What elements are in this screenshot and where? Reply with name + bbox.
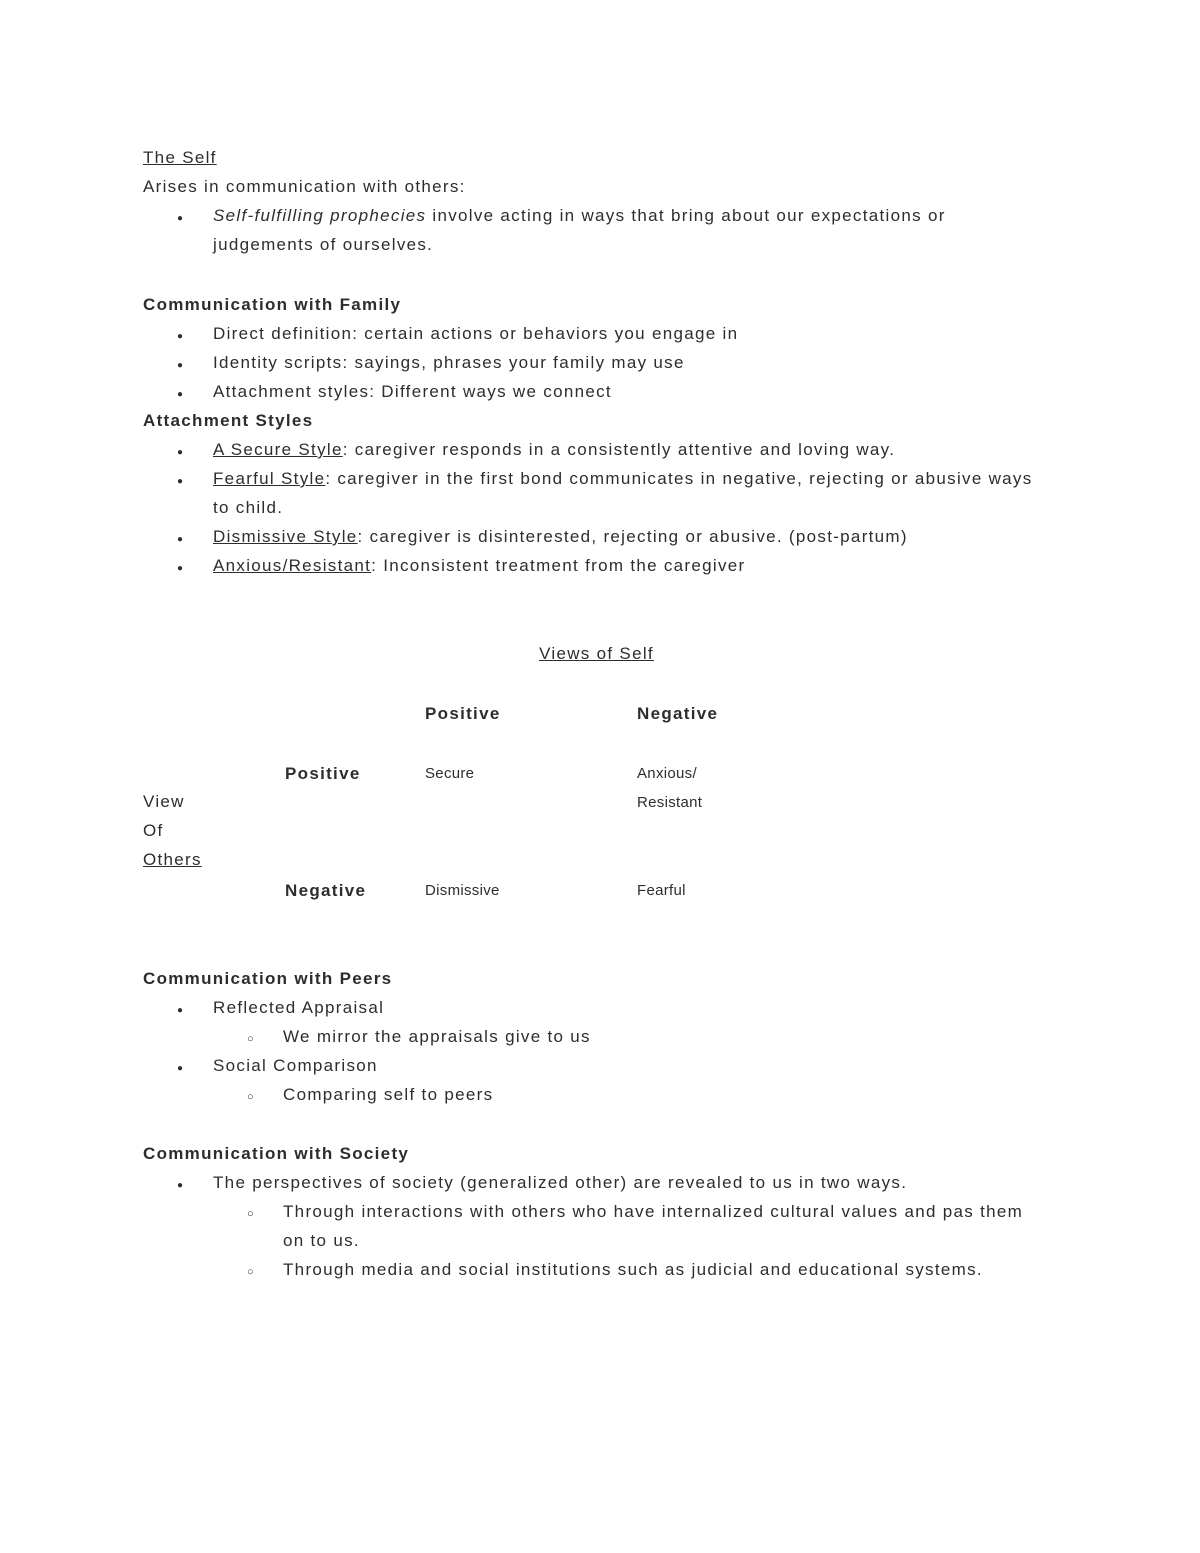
- attachment-term: Anxious/Resistant: [213, 556, 372, 575]
- peers-list: [143, 993, 1050, 1022]
- the-self-list: [143, 201, 1050, 259]
- the-self-subtitle: Arises in communication with others:: [143, 177, 466, 196]
- bullet-icon: [177, 377, 184, 409]
- list-item: [143, 377, 1050, 406]
- attachment-list: [143, 435, 1050, 580]
- matrix-col-header-negative: Negative: [637, 704, 719, 723]
- matrix-cell-secure: Secure: [425, 765, 475, 782]
- bullet-icon: [177, 464, 184, 496]
- matrix-row-axis-label: [143, 759, 285, 905]
- bullet-icon: [247, 1080, 255, 1112]
- family-bullet: Direct definition: certain actions or behaviors you engage in: [213, 324, 739, 343]
- matrix-cell-line: Anxious/: [637, 765, 697, 782]
- bullet-icon: [177, 551, 184, 583]
- list-item: [143, 1051, 1050, 1080]
- matrix-row-header-negative: Negative: [285, 881, 367, 900]
- attachment-definition: : caregiver in the first bond communicates in negative, rejecting or abusive ways to child.: [213, 469, 1033, 517]
- list-item: [143, 435, 1050, 464]
- views-of-self-matrix: [143, 699, 1050, 905]
- views-of-self-title: [143, 639, 1050, 668]
- society-sub-bullet: Through interactions with others who have internalized cultural values and pas them on to us.: [283, 1202, 1024, 1250]
- self-fulfilling-lead: Self-fulfilling prophecies: [213, 206, 427, 225]
- matrix-cell-anxious-resistant: [637, 759, 1050, 876]
- attachment-definition: : Inconsistent treatment from the caregiver: [371, 556, 746, 575]
- section-heading-attachment: Attachment Styles: [143, 411, 314, 430]
- list-item: [143, 464, 1050, 522]
- bullet-icon: [177, 522, 184, 554]
- society-sublist: [143, 1197, 1050, 1284]
- bullet-icon: [177, 201, 184, 233]
- matrix-col-header-positive: Positive: [425, 704, 501, 723]
- matrix-row-header-positive: Positive: [285, 764, 361, 783]
- axis-word-view: View: [143, 792, 185, 811]
- list-item: [143, 319, 1050, 348]
- section-heading-peers: Communication with Peers: [143, 969, 393, 988]
- society-list: [143, 1168, 1050, 1197]
- attachment-definition: : caregiver responds in a consistently attentive and loving way.: [342, 440, 896, 459]
- bullet-icon: [177, 1051, 184, 1083]
- list-item: [143, 1168, 1050, 1197]
- bullet-icon: [177, 993, 184, 1025]
- peers-sub-bullet: We mirror the appraisals give to us: [283, 1027, 591, 1046]
- list-item: [143, 522, 1050, 551]
- matrix-cell-fearful: Fearful: [637, 882, 686, 899]
- peers-bullet: Social Comparison: [213, 1056, 378, 1075]
- society-sub-bullet: Through media and social institutions such as judicial and educational systems.: [283, 1260, 983, 1279]
- list-item: [143, 993, 1050, 1022]
- peers-list: [143, 1051, 1050, 1080]
- list-item: [143, 551, 1050, 580]
- bullet-icon: [177, 1168, 184, 1200]
- list-item: [143, 1080, 1050, 1109]
- peers-bullet: Reflected Appraisal: [213, 998, 385, 1017]
- family-bullet: Identity scripts: sayings, phrases your family may use: [213, 353, 685, 372]
- family-list: [143, 319, 1050, 406]
- bullet-icon: [177, 348, 184, 380]
- attachment-definition: : caregiver is disinterested, rejecting or abusive. (post-partum): [357, 527, 908, 546]
- bullet-icon: [177, 435, 184, 467]
- peers-sublist: [143, 1080, 1050, 1109]
- matrix-cell-dismissive: Dismissive: [425, 882, 500, 899]
- list-item: [143, 1197, 1050, 1255]
- list-item: [143, 1255, 1050, 1284]
- bullet-icon: [247, 1197, 255, 1229]
- family-bullet: Attachment styles: Different ways we connect: [213, 382, 612, 401]
- society-bullet: The perspectives of society (generalized other) are revealed to us in two ways.: [213, 1173, 908, 1192]
- bullet-icon: [247, 1255, 255, 1287]
- list-item: [143, 201, 1050, 259]
- section-title-the-self: The Self: [143, 148, 217, 167]
- list-item: [143, 348, 1050, 377]
- axis-word-of: Of: [143, 821, 164, 840]
- section-heading-family: Communication with Family: [143, 295, 402, 314]
- peers-sub-bullet: Comparing self to peers: [283, 1085, 494, 1104]
- attachment-term: A Secure Style: [213, 440, 343, 459]
- views-of-self-title-text: Views of Self: [539, 644, 654, 663]
- self-fulfilling-rest: involve acting in ways that bring about our expectations or judgements of ourselves.: [213, 206, 946, 254]
- bullet-icon: [177, 319, 184, 351]
- bullet-icon: [247, 1022, 255, 1054]
- matrix-cell-line: Resistant: [637, 794, 703, 811]
- peers-sublist: [143, 1022, 1050, 1051]
- attachment-term: Fearful Style: [213, 469, 326, 488]
- axis-word-others: Others: [143, 850, 202, 869]
- section-heading-society: Communication with Society: [143, 1144, 410, 1163]
- attachment-term: Dismissive Style: [213, 527, 358, 546]
- list-item: [143, 1022, 1050, 1051]
